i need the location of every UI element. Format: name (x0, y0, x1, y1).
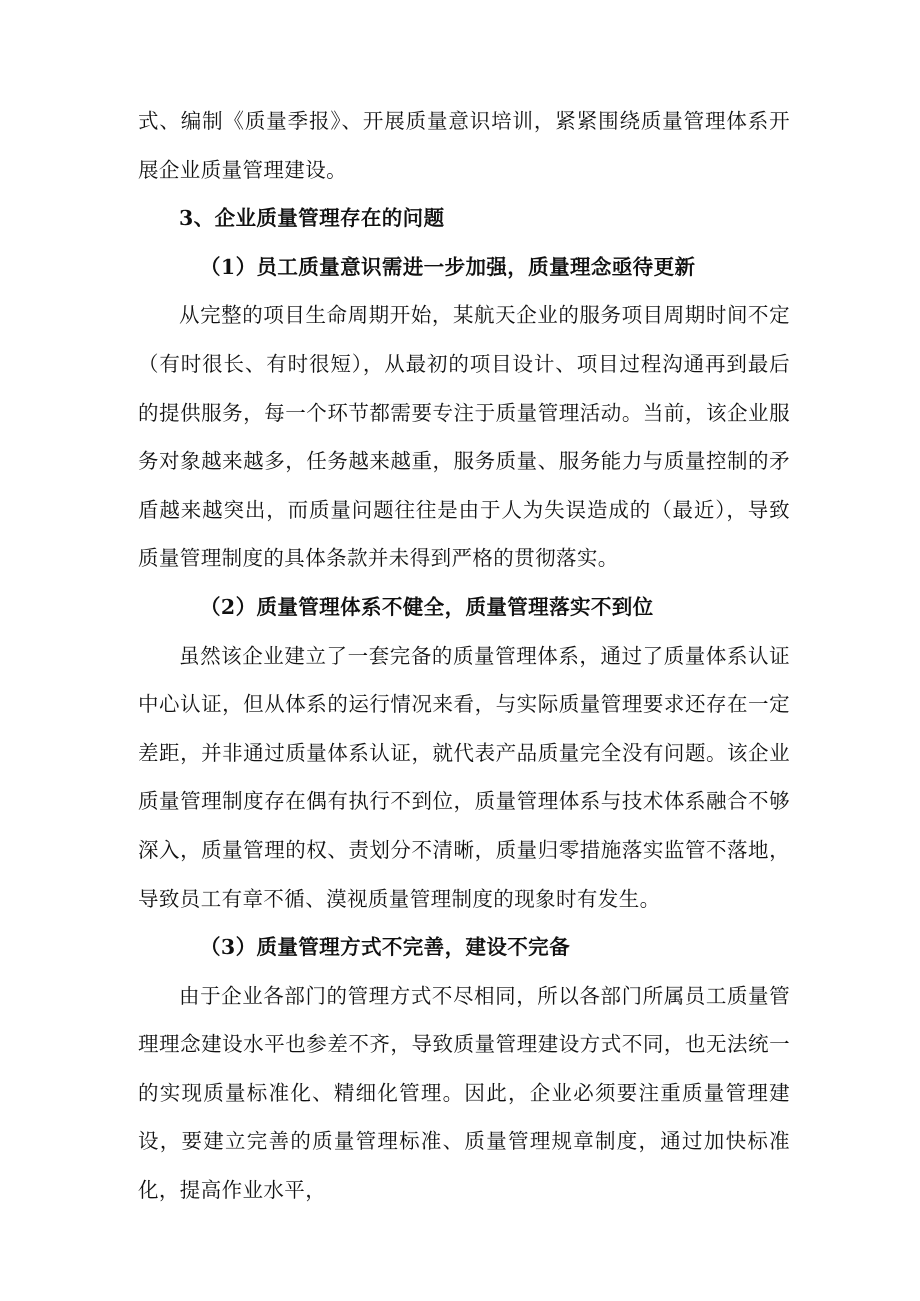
subsection-heading-3: （3）质量管理方式不完善，建设不完备 (200, 935, 570, 960)
document-body (138, 97, 790, 1215)
paragraph-1: 从完整的项目生命周期开始，某航天企业的服务项目周期时间不定（有时很长、有时很短），从最初的项目设计、项目过程沟通再到最后的提供服务，每一个环节都需要专注于质量管理活动。当前，该企业服务对象越来越多，任务越来越重，服务质量、服务能力与质量控制的矛盾越来越突出，而质量问题往往是由于人为失误造成的（最近），导致质量管理制度的具体条款并未得到严格的贯彻落实。 (138, 303, 790, 571)
paragraph-continued: 式、编制《质量季报》、开展质量意识培训，紧紧围绕质量管理体系开展企业质量管理建设。 (138, 109, 790, 182)
subsection-heading-2: （2）质量管理体系不健全，质量管理落实不到位 (200, 594, 654, 619)
section-heading: 3、企业质量管理存在的问题 (179, 206, 445, 231)
paragraph-3: 由于企业各部门的管理方式不尽相同，所以各部门所属员工质量管理理念建设水平也参差不齐，导致质量管理建设方式不同，也无法统一的实现质量标准化、精细化管理。因此，企业必须要注重质量管理建设，要建立完善的质量管理标准、质量管理规章制度，通过加快标准化，提高作业水平， (138, 983, 790, 1203)
subsection-heading-1: （1）员工质量意识需进一步加强，质量理念亟待更新 (200, 254, 696, 279)
paragraph-2: 虽然该企业建立了一套完备的质量管理体系，通过了质量体系认证中心认证，但从体系的运行情况来看，与实际质量管理要求还存在一定差距，并非通过质量体系认证，就代表产品质量完全没有问题。该企业质量管理制度存在偶有执行不到位，质量管理体系与技术体系融合不够深入，质量管理的权、责划分不清晰，质量归零措施落实监管不落地，导致员工有章不循、漠视质量管理制度的现象时有发生。 (138, 643, 790, 911)
